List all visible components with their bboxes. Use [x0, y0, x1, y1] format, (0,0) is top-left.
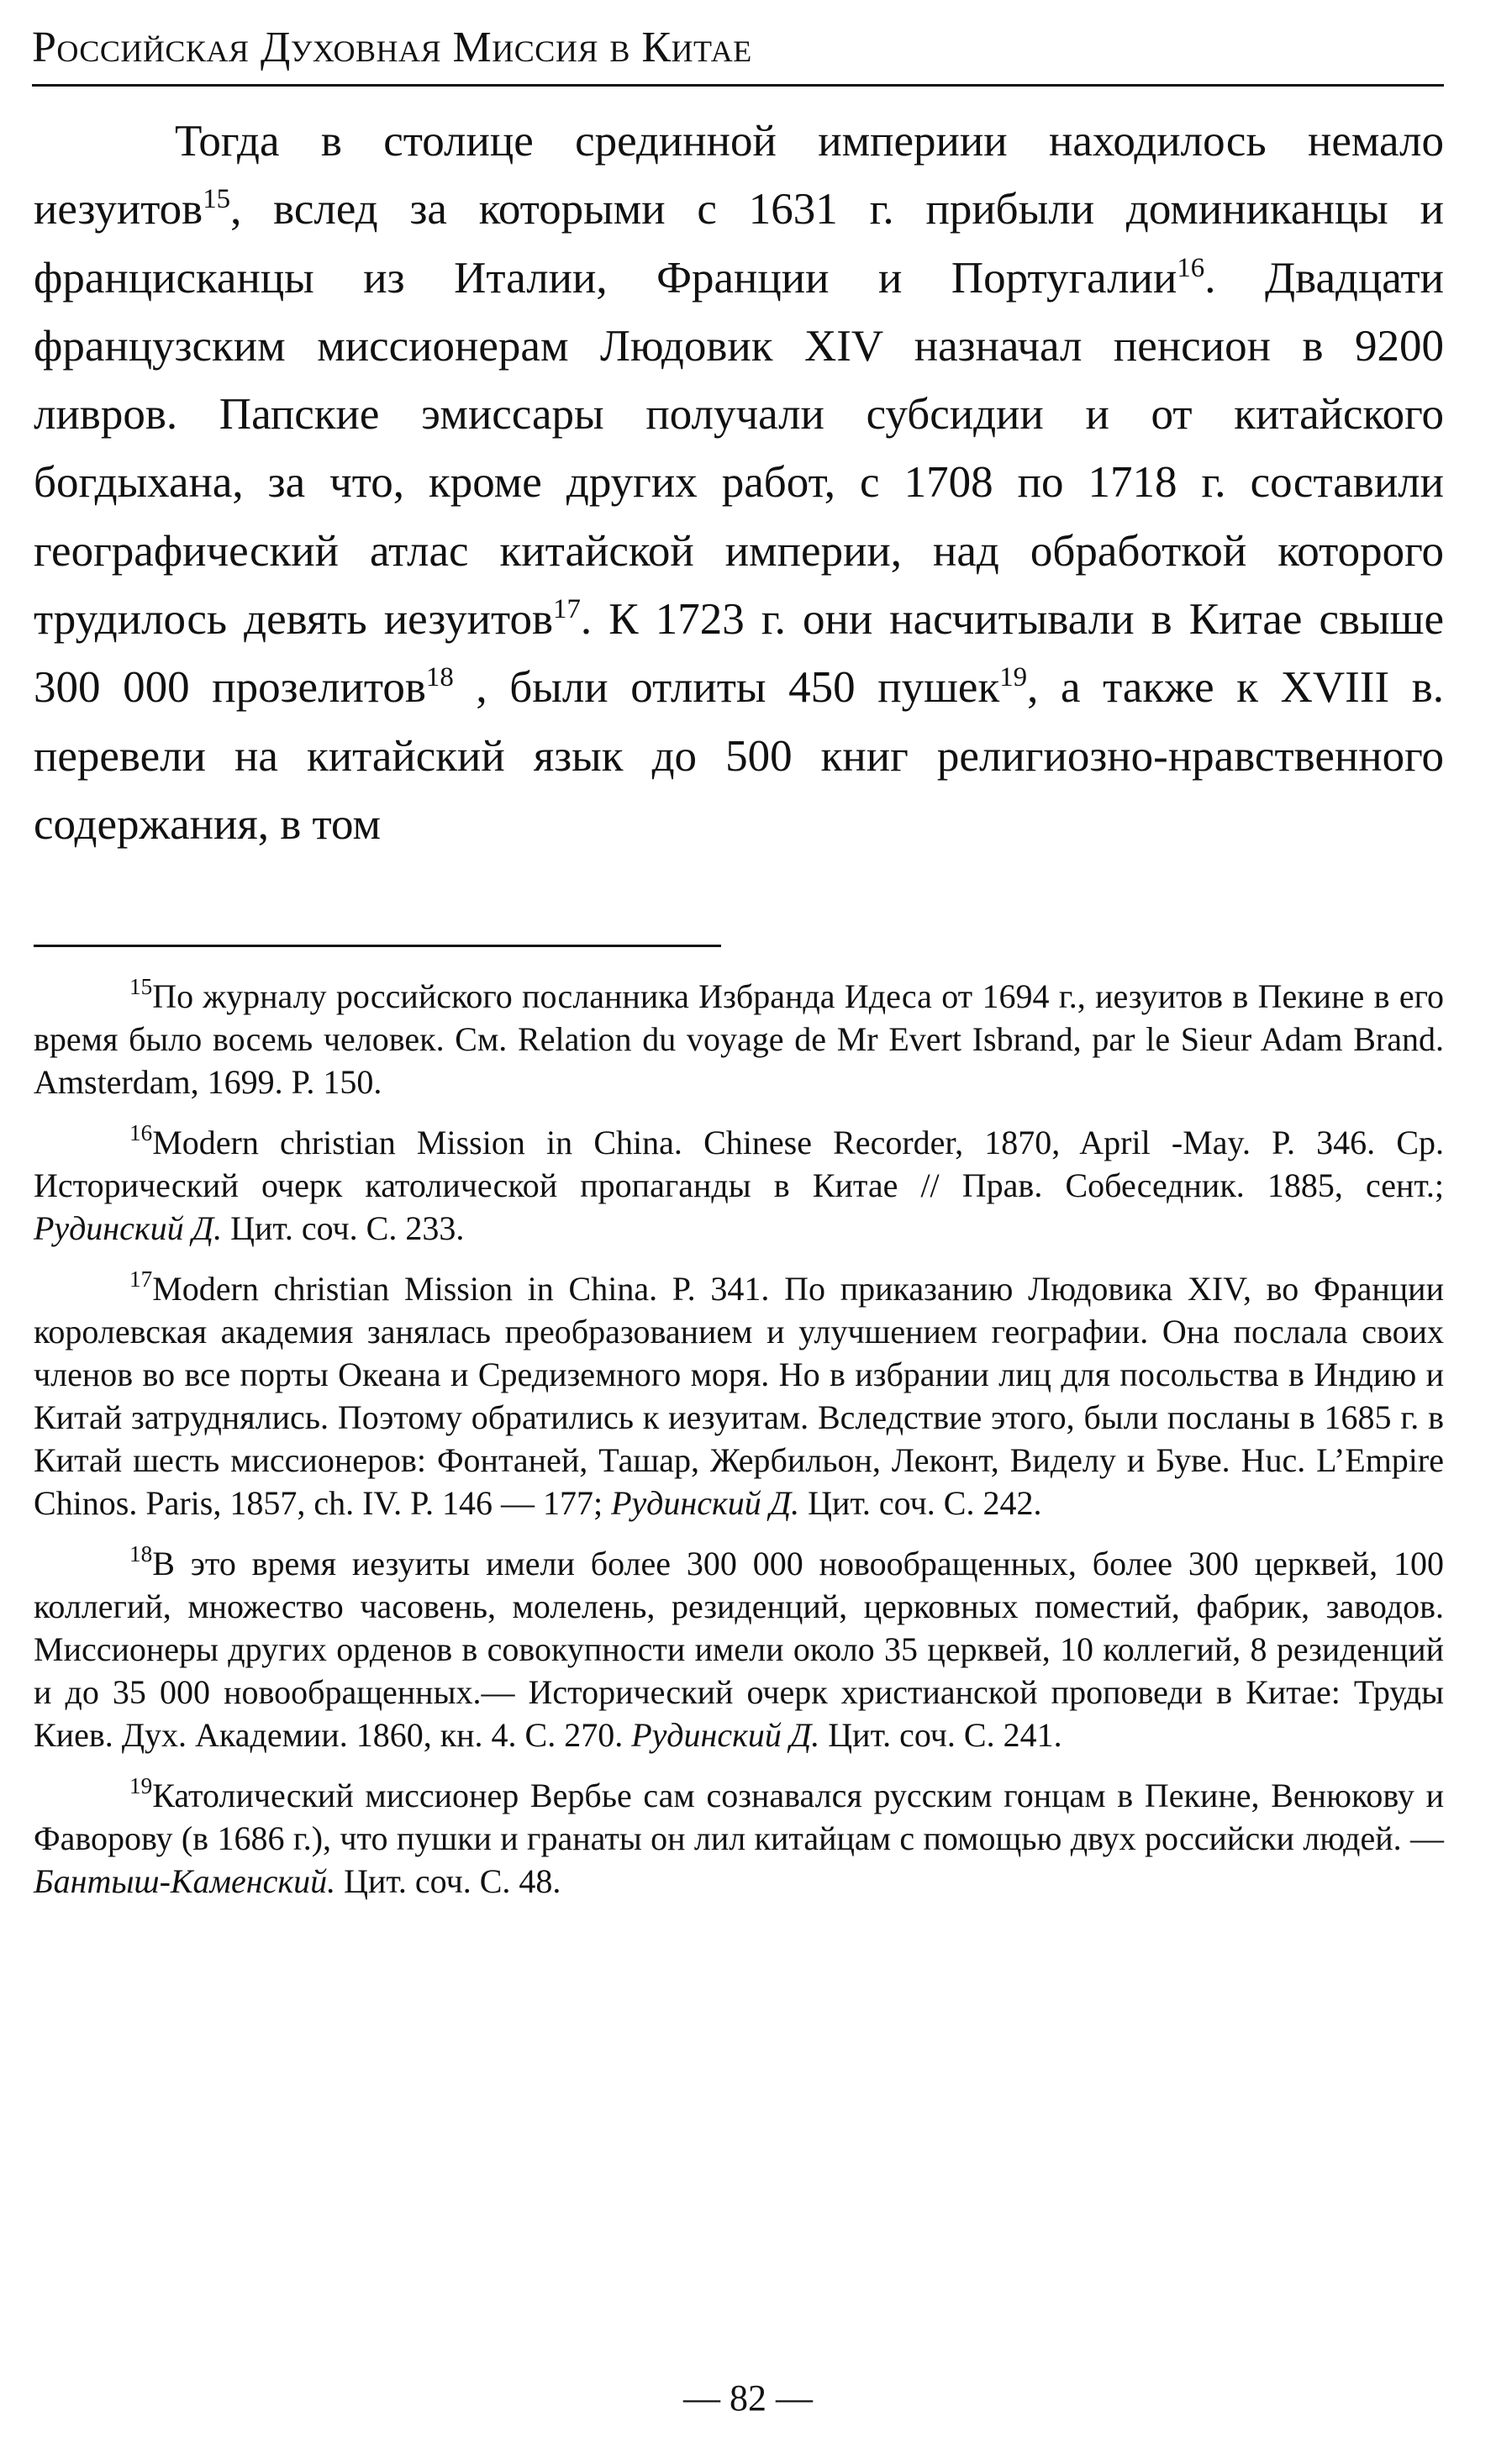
body-text-run: , были отлиты 450 пушек [453, 663, 1000, 713]
footnote-author: Рудинский Д. [34, 1209, 223, 1247]
footnote-number: 15 [129, 974, 153, 1000]
footnote-text: Цит. соч. С. 242. [799, 1484, 1042, 1522]
footnote-17 [34, 1267, 1444, 1524]
footnote-author: Бантыш-Каменский. [34, 1862, 336, 1900]
footnote-ref-16[interactable]: 16 [1177, 252, 1205, 283]
running-head: Российская Духовная Миссия в Китае [32, 24, 752, 71]
footnote-ref-15[interactable]: 15 [203, 184, 231, 215]
footnote-text: По журналу российского посланника Избранда Идеса от 1694 г., иезуитов в Пекине в его время было восемь человек. См. Relation du voyage de Mr Evert Isbrand, par le Sieur Adam Brand. Amsterdam, 1699. P. 150. [34, 977, 1444, 1101]
footnote-text: Католический миссионер Вербье сам сознавался русским гонцам в Пекине, Венюкову и Фаворову (в 1686 г.), что пушки и гранаты он лил китайцам с помощью двух российски людей. — [34, 1777, 1444, 1857]
footnote-16 [34, 1121, 1444, 1250]
footnote-text: Цит. соч. С. 241. [819, 1716, 1062, 1754]
header-rule [32, 84, 1444, 87]
footnote-ref-18[interactable]: 18 [425, 662, 454, 693]
body-text-run: , а также к XVIII в. перевели на китайский язык до 500 книг религиозно-нравственного содержания, в том [34, 663, 1445, 849]
body-paragraph [34, 108, 1444, 859]
footnote-author: Рудинский Д. [631, 1716, 820, 1754]
body-text-run: . К 1723 г. они насчитывали в Китае свыше 300 000 прозелитов [34, 595, 1444, 713]
footnote-author: Рудинский Д. [611, 1484, 800, 1522]
footnote-number: 19 [129, 1773, 153, 1799]
footnote-number: 16 [129, 1120, 153, 1146]
main-text [34, 108, 1444, 859]
footnote-ref-19[interactable]: 19 [999, 662, 1028, 693]
footnote-text: Modern christian Mission in China. Chinese Recorder, 1870, April -May. P. 346. Ср. Исторический очерк католической пропаганды в Китае // Прав. Собеседник. 1885, сент.; [34, 1124, 1444, 1204]
footnote-separator [34, 945, 721, 947]
footnotes [34, 975, 1444, 1920]
footnote-number: 18 [129, 1541, 153, 1567]
body-text-run: Тогда в столице срединной империии находилось немало иезуитов [34, 117, 1444, 234]
footnote-15 [34, 975, 1444, 1103]
footnote-text: Цит. соч. С. 233. [222, 1209, 465, 1247]
footnote-18 [34, 1542, 1444, 1756]
body-text-run: , вслед за которыми с 1631 г. прибыли доминиканцы и францисканцы из Италии, Франции и Португалии [34, 185, 1444, 303]
page-number: — 82 — [683, 2377, 813, 2419]
body-text-run: . Двадцати французским миссионерам Людовик XIV назначал пенсион в 9200 ливров. Папские эмиссары получали субсидии и от китайского богдыхана, за что, кроме других работ, с 1708 по 1718 г. составили географический атлас китайской империи, над обработкой которого трудилось девять иезуитов [34, 253, 1444, 645]
footnote-text: В это время иезуиты имели более 300 000 новообращенных, более 300 церквей, 100 коллегий, множество часовень, молелень, резиденций, церковных поместий, фабрик, заводов. Миссионеры других орденов в совокупности имели около 35 церквей, 10 коллегий, 8 резиденций и до 35 000 новообращенных.— Исторический очерк христианской проповеди в Китае: Труды Киев. Дух. Академии. 1860, кн. 4. С. 270. [34, 1545, 1444, 1754]
footnote-text: Modern christian Mission in China. P. 341. По приказанию Людовика XIV, во Франции королевская академия занялась преобразованием и улучшением географии. Она послала своих членов во все порты Океана и Средиземного моря. Но в избрании лиц для посольства в Индию и Китай затруднялись. Поэтому обратились к иезуитам. Вследствие этого, были посланы в 1685 г. в Китай шесть миссионеров: Фонтаней, Ташар, Жербильон, Леконт, Виделу и Буве. Huc. L’Empire Chinos. Paris, 1857, ch. IV. P. 146 — 177; [34, 1270, 1444, 1522]
footnote-19 [34, 1774, 1444, 1903]
footnote-number: 17 [129, 1266, 153, 1293]
footnote-ref-17[interactable]: 17 [553, 594, 581, 625]
footnote-text: Цит. соч. С. 48. [335, 1862, 561, 1900]
